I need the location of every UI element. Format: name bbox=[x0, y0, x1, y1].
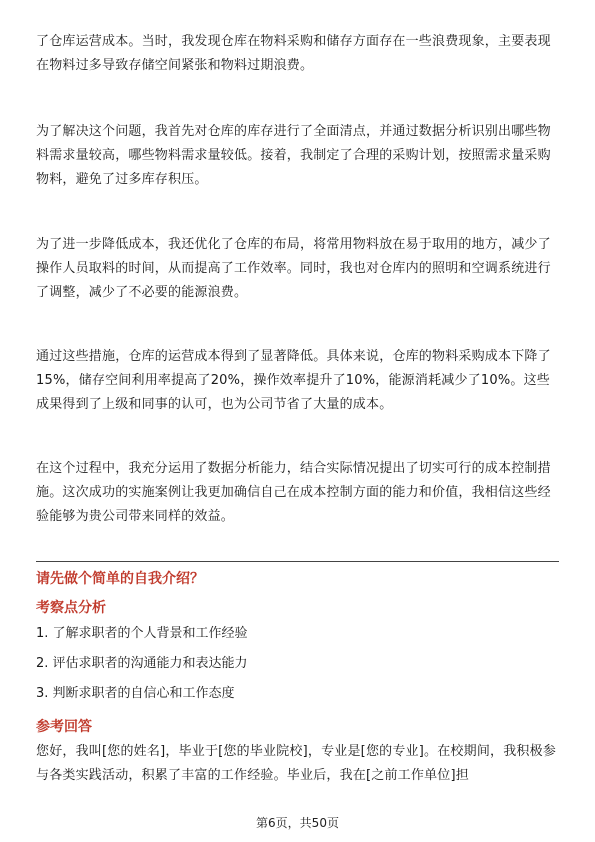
paragraph-4: 通过这些措施，仓库的运营成本得到了显著降低。具体来说，仓库的物料采购成本下降了15%，储存空间利用率提高了20%，操作效率提升了10%，能源消耗减少了10%。这些成果得到了上级和同事的认可，也为公司节省了大量的成本。 bbox=[36, 349, 551, 412]
list-item: 3. 判断求职者的自信心和工作态度 bbox=[36, 686, 235, 701]
analysis-heading: 考察点分析 bbox=[36, 600, 106, 616]
answer-text: 您好，我叫[您的姓名]，毕业于[您的毕业院校]，专业是[您的专业]。在校期间，我积极参与各类实践活动，积累了丰富的工作经验。毕业后，我在[之前工作单位]担 bbox=[36, 744, 557, 783]
analysis-list bbox=[36, 624, 248, 714]
paragraph-1: 了仓库运营成本。当时，我发现仓库在物料采购和储存方面存在一些浪费现象，主要表现在物料过多导致存储空间紧张和物料过期浪费。 bbox=[36, 34, 551, 73]
paragraph-3: 为了进一步降低成本，我还优化了仓库的布局，将常用物料放在易于取用的地方，减少了操作人员取料的时间，从而提高了工作效率。同时，我也对仓库内的照明和空调系统进行了调整，减少了不必要的能源浪费。 bbox=[36, 237, 551, 300]
interview-question: 请先做个简单的自我介绍？ bbox=[36, 571, 204, 587]
list-item: 2. 评估求职者的沟通能力和表达能力 bbox=[36, 656, 248, 671]
answer-heading: 参考回答 bbox=[36, 719, 92, 735]
list-item: 1. 了解求职者的个人背景和工作经验 bbox=[36, 626, 248, 641]
page-number: 第6页，共50页 bbox=[256, 816, 339, 830]
paragraph-5: 在这个过程中，我充分运用了数据分析能力，结合实际情况提出了切实可行的成本控制措施。这次成功的实施案例让我更加确信自己在成本控制方面的能力和价值，我相信这些经验能够为贵公司带来同样的效益。 bbox=[36, 461, 551, 524]
paragraph-2: 为了解决这个问题，我首先对仓库的库存进行了全面清点，并通过数据分析识别出哪些物料需求量较高，哪些物料需求量较低。接着，我制定了合理的采购计划，按照需求量采购物料，避免了过多库存积压。 bbox=[36, 124, 551, 187]
section-divider bbox=[36, 561, 559, 562]
